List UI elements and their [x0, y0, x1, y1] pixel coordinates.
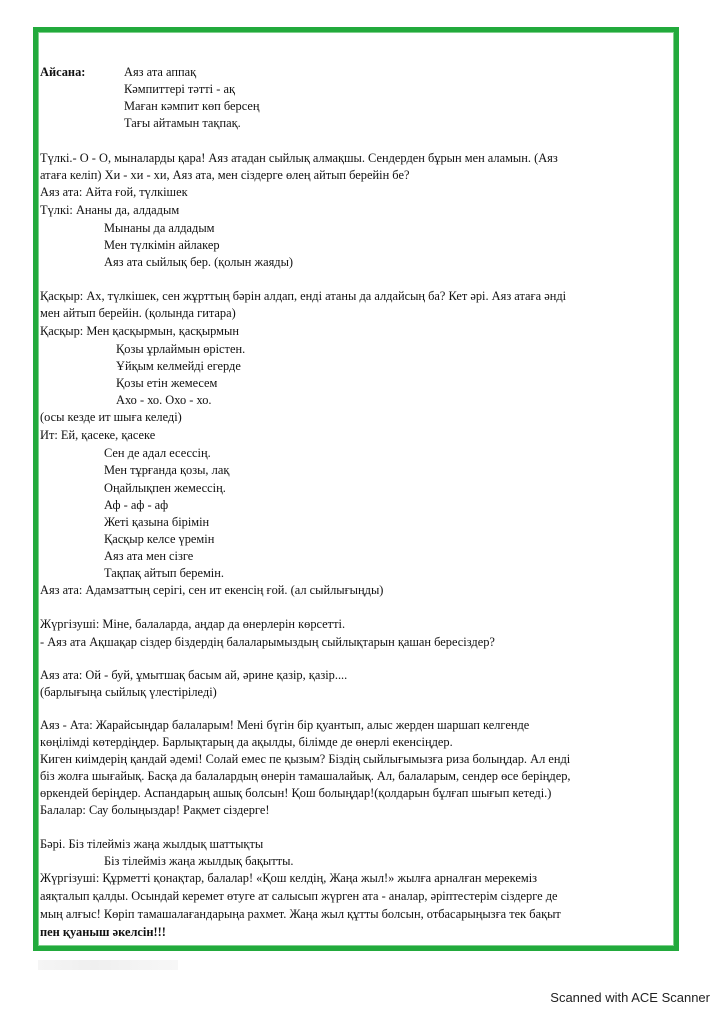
wolf-poem-line-5: Ахо - хо. Охо - хо.: [116, 393, 212, 407]
speaker-wolf: Қасқыр:: [40, 289, 84, 303]
fox-poem-first: Ананы да, алдадым: [72, 203, 180, 217]
santa-reply-3: [40, 667, 680, 684]
santa-speech-text-1: Жарайсыңдар балаларым! Мені бүгін бір қуантып, алыс жерден шаршап келгенде: [92, 718, 530, 732]
scanner-watermark: Scanned with ACE Scanner: [550, 990, 710, 1005]
speaker-fox-2: Түлкі:: [40, 203, 73, 217]
speaker-dog: Ит:: [40, 428, 58, 442]
dog-poem-line-1: [40, 427, 680, 444]
children-text: Сау болыңыздар! Рақмет сіздерге!: [85, 803, 270, 817]
santa-reply-1: [40, 184, 680, 201]
santa-reply-3-text: Ой - буй, ұмытшақ басым ай, әрине қазір, қазір....: [82, 668, 348, 682]
ajsana-poem-2: Кәмпиттері тәтті - ақ: [124, 82, 235, 96]
host-question: - Аяз ата Ақшақар сіздер біздердің балаларымыздың сыйлықтарын қашан бересіздер?: [40, 635, 495, 649]
wolf-poem-first: Мен қасқырмын, қасқырмын: [83, 324, 239, 338]
wolf-poem-line-3: Ұйқым келмейді егерде: [116, 359, 241, 373]
dog-poem-line-2: Сен де адал есессің.: [104, 446, 211, 460]
host2-text-1: Құрметті қонақтар, балалар! «Қош келдің, Жаңа жыл!» жылға арналған мерекеміз: [99, 871, 538, 885]
speaker-fox: Түлкі.-: [40, 151, 77, 165]
all-text-1: Біз тілейміз жаңа жылдық шаттықты: [65, 837, 264, 851]
dog-poem-line-3: Мен тұрғанда қозы, лақ: [104, 463, 230, 477]
children-reply: [40, 802, 680, 819]
host2-line-4: пен қуаныш әкелсін!!!: [40, 925, 166, 939]
speaker-host: Жүргізуші:: [40, 617, 100, 631]
dog-poem-line-9: Тақпақ айтып беремін.: [104, 566, 224, 580]
gift-stage-direction: (барлығыңа сыйлық үлестіріледі): [40, 685, 217, 699]
santa-reply-2: [40, 582, 680, 599]
speaker-children: Балалар:: [40, 803, 86, 817]
host2-line-2: аяқталып қалды. Осындай керемет өтуге ат салысып жүрген ата - аналар, әріптестерім сіздерге де: [40, 889, 558, 903]
santa-speech-line-2: көңілімді көтердіңдер. Барлықтарың да ақылды, білімде де өнерлі екенсіңдер.: [40, 735, 453, 749]
santa-speech-line-5: өркендей беріңдер. Аспандарың ашық болсын! Қош болыңдар!(қолдарын бұлғап шығып кетеді.): [40, 786, 552, 800]
fox-poem-line-2: Мынаны да алдадым: [104, 221, 215, 235]
ajsana-poem-3: Маған кәмпит көп берсең: [124, 99, 260, 113]
speaker-ajsana: Айсана:: [40, 65, 86, 79]
ajsana-poem-4: Тағы айтамын тақпақ.: [124, 116, 241, 130]
host2-line-1: [40, 870, 680, 887]
fox-intro-text-1: О - О, мыналарды қара! Аяз атадан сыйлық алмақшы. Сендерден бұрын мен аламын. (Аяз: [76, 151, 558, 165]
speaker-santa-4: Аяз - Ата:: [40, 718, 93, 732]
dog-poem-line-8: Аяз ата мен сізге: [104, 549, 194, 563]
host-line-1: [40, 616, 680, 633]
dog-poem-line-4: Оңайлықпен жемессің.: [104, 481, 226, 495]
dog-poem-first: Ей, қасеке, қасеке: [57, 428, 156, 442]
fox-poem-line-4: Аяз ата сыйлық бер. (қолын жаяды): [104, 255, 294, 269]
santa-reply-2-text: Адамзаттың серігі, сен ит екенсің ғой. (ал сыйлығыңды): [82, 583, 384, 597]
speaker-wolf-2: Қасқыр:: [40, 324, 84, 338]
dog-stage-direction: (осы кезде ит шыға келеді): [40, 410, 182, 424]
santa-speech-line-4: біз жолға шығайық. Басқа да балалардың өнерін тамашалайық. Ал, балаларым, сендер өсе беріңдер,: [40, 769, 571, 783]
host-text-1: Міне, балаларда, аңдар да өнерлерін көрсетті.: [99, 617, 346, 631]
fox-poem-line-1: [40, 202, 680, 219]
host2-line-3: мың алғыс! Көріп тамашалағандарыңа рахмет. Жаңа жыл құтты болсын, отбасарыңызға тек бақыт: [40, 907, 561, 921]
fox-poem-line-3: Мен түлкімін айлакер: [104, 238, 220, 252]
wolf-poem-line-4: Қозы етін жемесем: [116, 376, 218, 390]
santa-reply-1-text: Айта ғой, түлкішек: [82, 185, 188, 199]
wolf-intro-line-2: мен айтып берейін. (қолында гитара): [40, 306, 236, 320]
santa-speech-line-3: Киген киімдерің қандай әдемі! Солай емес пе қызым? Біздің сыйлығымызға риза болыңдар. Ал енді: [40, 752, 571, 766]
dog-poem-line-5: Аф - аф - аф: [104, 498, 169, 512]
all-line-2: Біз тілейміз жаңа жылдық бақытты.: [104, 854, 294, 868]
dog-poem-line-6: Жеті қазына бірімін: [104, 515, 210, 529]
wolf-intro-text-1: Ах, түлкішек, сен жұрттың бәрін алдап, енді атаны да алдайсың ба? Кет әрі. Аяз атаға әнді: [83, 289, 567, 303]
wolf-intro-line-1: [40, 288, 680, 305]
speaker-santa-2: Аяз ата:: [40, 583, 83, 597]
santa-speech-line-1: [40, 717, 680, 734]
speaker-host-2: Жүргізуші:: [40, 871, 100, 885]
speaker-santa: Аяз ата:: [40, 185, 83, 199]
wolf-poem-line-1: [40, 323, 680, 340]
dog-poem-line-7: Қасқыр келсе үремін: [104, 532, 215, 546]
wolf-poem-line-2: Қозы ұрлаймын өрістен.: [116, 342, 246, 356]
all-line-1: [40, 836, 680, 853]
fox-intro-line-2: атаға келіп) Хи - хи - хи, Аяз ата, мен сіздерге өлең айтып берейін бе?: [40, 168, 410, 182]
fox-intro-line-1: [40, 150, 680, 167]
speaker-santa-3: Аяз ата:: [40, 668, 83, 682]
ajsana-poem-1: Аяз ата аппақ: [124, 65, 197, 79]
speaker-all: Бәрі.: [40, 837, 66, 851]
